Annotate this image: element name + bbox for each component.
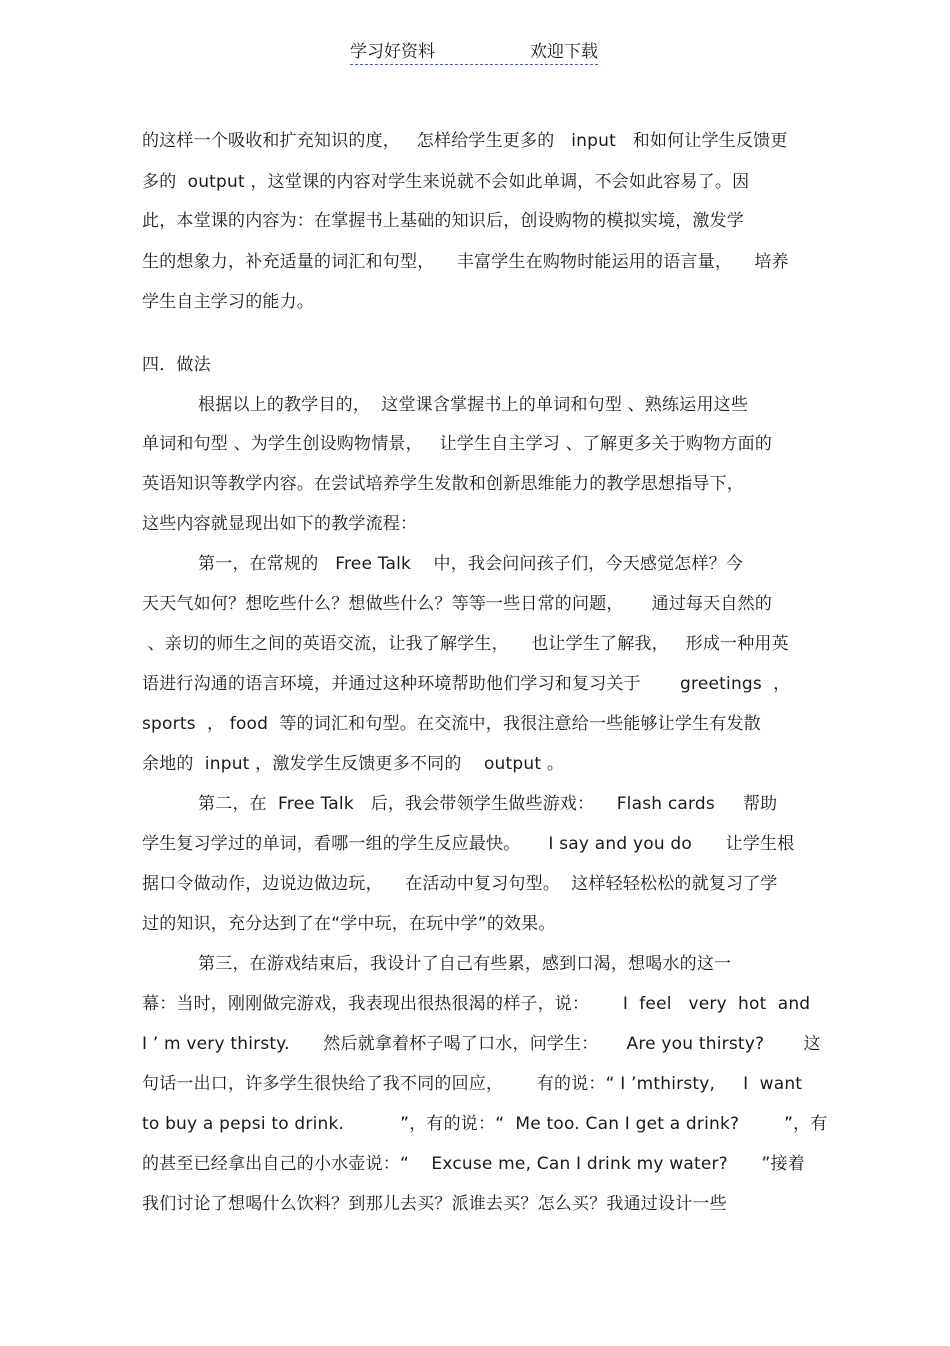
text-line: 、亲切的师生之间的英语交流，让我了解学生， 也让学生了解我， 形成一种用英: [142, 634, 789, 654]
text-line: 余地的 input ，激发学生反馈更多不同的 output 。: [142, 754, 565, 774]
text-line: 我们讨论了想喝什么饮料？到那儿去买？派谁去买？怎么买？我通过设计一些: [142, 1194, 727, 1214]
text-line: 第二，在 Free Talk 后，我会带领学生做些游戏： Flash cards 帮助: [142, 794, 778, 814]
text-line: 英语知识等教学内容。在尝试培养学生发散和创新思维能力的教学思想指导下，: [142, 474, 744, 494]
text-line: 单词和句型 、为学生创设购物情景， 让学生自主学习 、了解更多关于购物方面的: [142, 434, 773, 454]
text-line: 句话一出口，许多学生很快给了我不同的回应， 有的说：“ I ’mthirsty, I want: [142, 1074, 803, 1094]
text-line: 语进行沟通的语言环境，并通过这种环境帮助他们学习和复习关于 greetings ，: [142, 674, 791, 694]
header-right-text: 欢迎下载: [530, 42, 598, 62]
section-heading: 四．做法: [142, 355, 211, 375]
text-line: sports ， food 等的词汇和句型。在交流中，我很注意给一些能够让学生有发散: [142, 714, 761, 734]
text-line: 多的 output ，这堂课的内容对学生来说就不会如此单调，不会如此容易了。因: [142, 172, 750, 192]
text-line: 据口令做动作，边说边做边玩， 在活动中复习句型。 这样轻轻松松的就复习了学: [142, 874, 778, 894]
text-line: 这些内容就显现出如下的教学流程：: [142, 514, 418, 534]
text-line: to buy a pepsi to drink. ”，有的说：“ Me too. Can I get a drink? ”，有: [142, 1114, 828, 1134]
text-line: 第一，在常规的 Free Talk 中，我会问问孩子们，今天感觉怎样？今: [142, 554, 744, 574]
text-line: 根据以上的教学目的， 这堂课含掌握书上的单词和句型 、熟练运用这些: [142, 395, 749, 415]
header-left-text: 学习好资料: [350, 42, 435, 62]
text-line: I ’ m very thirsty. 然后就拿着杯子喝了口水，问学生： Are you thirsty? 这: [142, 1034, 821, 1054]
text-line: 的这样一个吸收和扩充知识的度， 怎样给学生更多的 input 和如何让学生反馈更: [142, 131, 788, 151]
text-line: 的甚至已经拿出自己的小水壶说：“ Excuse me, Can I drink my water? ”接着: [142, 1154, 805, 1174]
text-line: 生的想象力，补充适量的词汇和句型， 丰富学生在购物时能运用的语言量， 培养: [142, 252, 789, 272]
text-line: 学生复习学过的单词，看哪一组的学生反应最快。 I say and you do 让学生根: [142, 834, 795, 854]
text-line: 此，本堂课的内容为：在掌握书上基础的知识后，创设购物的模拟实境，激发学: [142, 211, 744, 231]
text-line: 天天气如何？想吃些什么？想做些什么？等等一些日常的问题， 通过每天自然的: [142, 594, 773, 614]
text-line: 学生自主学习的能力。: [142, 292, 314, 312]
text-line: 第三，在游戏结束后，我设计了自己有些累，感到口渴，想喝水的这一: [142, 954, 732, 974]
header-divider: [350, 64, 598, 65]
text-line: 幕：当时，刚刚做完游戏，我表现出很热很渴的样子，说： I feel very hot and: [142, 994, 811, 1014]
text-line: 过的知识，充分达到了在“学中玩，在玩中学”的效果。: [142, 914, 556, 934]
page-header: [350, 40, 598, 64]
